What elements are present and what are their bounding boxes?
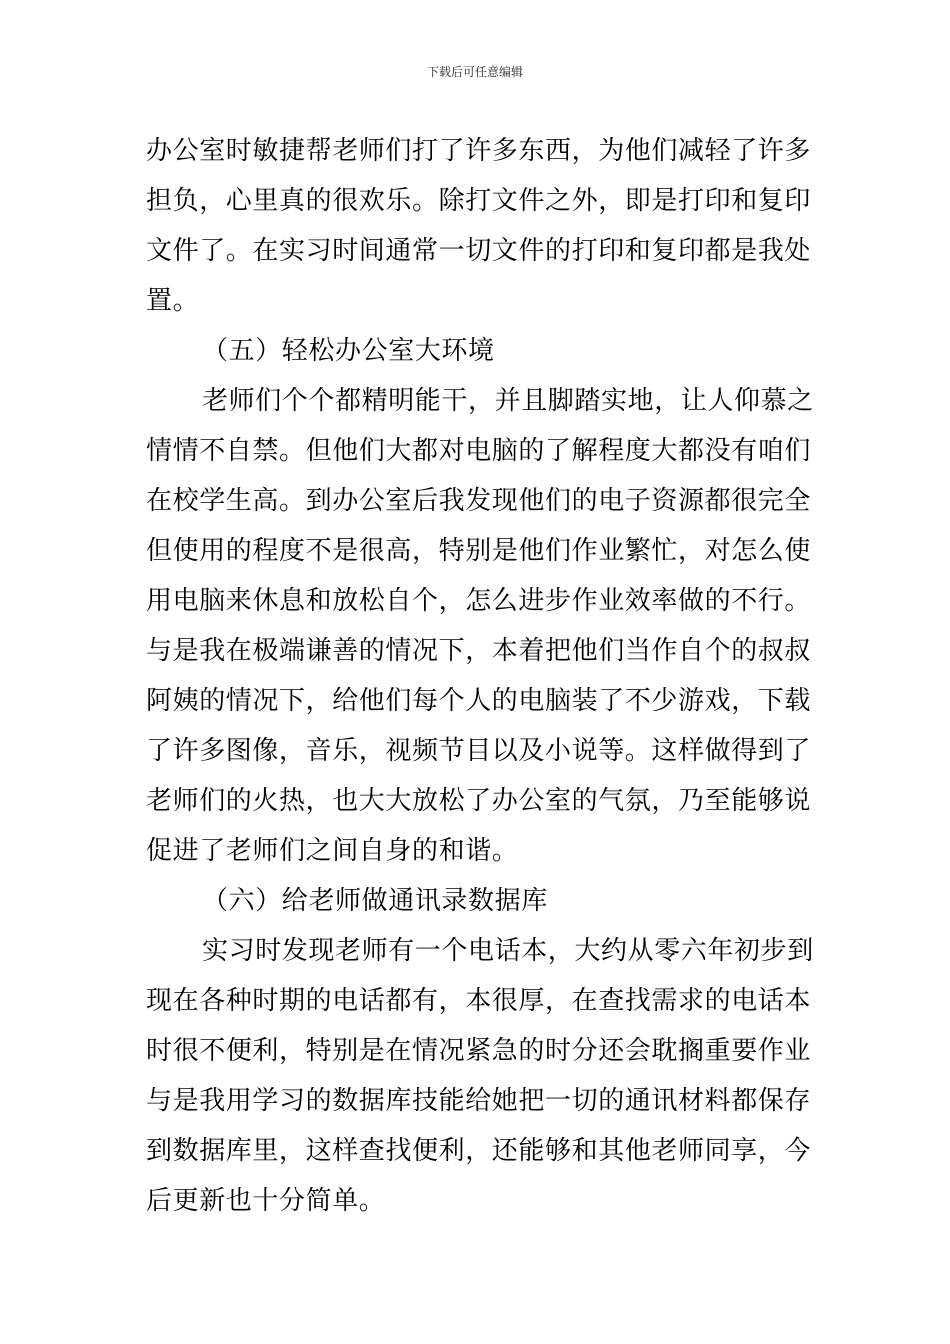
text-line: 文件了。在实习时间通常一切文件的打印和复印都是我处 xyxy=(146,236,812,266)
section-heading-five: （五）轻松办公室大环境 xyxy=(202,336,495,366)
paragraph-start: 实习时发现老师有一个电话本，大约从零六年初步到 xyxy=(202,936,814,966)
text-line: 但使用的程度不是很高，特别是他们作业繁忙，对怎么使 xyxy=(146,536,812,566)
text-line: 用电脑来休息和放松自个，怎么进步作业效率做的不行。 xyxy=(146,586,812,616)
text-line: 后更新也十分简单。 xyxy=(146,1186,386,1216)
document-body xyxy=(146,126,814,1226)
paragraph-start: 老师们个个都精明能干，并且脚踏实地，让人仰慕之 xyxy=(202,386,814,416)
text-line: 阿姨的情况下，给他们每个人的电脑装了不少游戏，下载 xyxy=(146,686,812,716)
text-line: 老师们的火热，也大大放松了办公室的气氛，乃至能够说 xyxy=(146,786,812,816)
text-line: 了许多图像，音乐，视频节目以及小说等。这样做得到了 xyxy=(146,736,812,766)
text-line: 与是我用学习的数据库技能给她把一切的通讯材料都保存 xyxy=(146,1086,812,1116)
text-line: 情情不自禁。但他们大都对电脑的了解程度大都没有咱们 xyxy=(146,436,812,466)
text-line: 在校学生高。到办公室后我发现他们的电子资源都很完全 xyxy=(146,486,812,516)
text-line: 担负，心里真的很欢乐。除打文件之外，即是打印和复印 xyxy=(146,186,812,216)
text-line: 办公室时敏捷帮老师们打了许多东西，为他们减轻了许多 xyxy=(146,136,812,166)
text-line: 促进了老师们之间自身的和谐。 xyxy=(146,836,519,866)
page-header-note: 下载后可任意编辑 xyxy=(426,65,523,79)
text-line: 到数据库里，这样查找便利，还能够和其他老师同享，今 xyxy=(146,1136,812,1166)
text-line: 时很不便利，特别是在情况紧急的时分还会耽搁重要作业 xyxy=(146,1036,812,1066)
text-line: 现在各种时期的电话都有，本很厚，在查找需求的电话本 xyxy=(146,986,812,1016)
text-line: 与是我在极端谦善的情况下，本着把他们当作自个的叔叔 xyxy=(146,636,812,666)
text-line: 置。 xyxy=(146,286,200,316)
section-heading-six: （六）给老师做通讯录数据库 xyxy=(202,886,548,916)
